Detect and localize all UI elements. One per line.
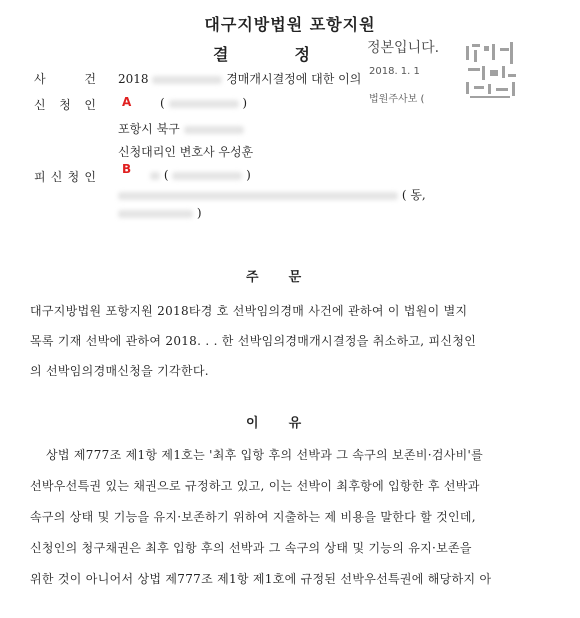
- respondent-id: ( ): [150, 168, 251, 182]
- case-number: 2018: [118, 72, 149, 86]
- case-name: 경매개시결정에 대한 이의: [226, 72, 362, 86]
- order-heading: 주 문: [246, 270, 302, 285]
- case-label: [34, 70, 96, 87]
- respondent-marker: B: [122, 162, 132, 176]
- order-line: 의 선박임의경매신청을 기각한다.: [30, 364, 209, 378]
- reasons-line: 상법 제777조 제1항 제1호는 '최후 입항 후의 선박과 그 속구의 보존비·검사비'를: [46, 448, 484, 462]
- court-name: 대구지방법원 포항지원: [204, 15, 376, 34]
- reasons-line: 선박우선특권 있는 채권으로 규정하고 있고, 이는 선박이 최후항에 입항한 후 선박과: [30, 479, 480, 493]
- case-value: [118, 70, 361, 87]
- document-title-left: 결: [213, 45, 231, 64]
- certification-date: 2018. 1. 1: [369, 66, 420, 77]
- applicant-id: ( ): [160, 96, 248, 110]
- certification-clerk: 법원주사보 (: [369, 94, 425, 105]
- copy-certification: 정본입니다.: [367, 40, 440, 56]
- applicant-marker: A: [122, 95, 132, 109]
- reasons-line: 신청인의 청구채권은 최후 입항 후의 선박과 그 속구의 상태 및 기능의 유지·보존을: [30, 541, 472, 555]
- respondent-label: 피 신 청 인: [34, 170, 96, 184]
- order-line: 목록 기재 선박에 관하여 2018. . . 한 선박임의경매개시결정을 취소하고, 피신청인: [30, 334, 477, 348]
- applicant-address: 포항시 북구: [118, 120, 244, 137]
- order-line: 대구지방법원 포항지원 2018타경 호 선박임의경매 사건에 관하여 이 법원이 별지: [30, 304, 468, 318]
- court-seal-stamp: [462, 40, 520, 102]
- respondent-address: ( 동,: [118, 186, 426, 203]
- reasons-heading: 이 유: [246, 416, 302, 431]
- reasons-line: 속구의 상태 및 기능을 유지·보존하기 위하여 지출하는 제 비용을 말한다 할 것인데,: [30, 510, 476, 524]
- case-label-char: 건: [84, 72, 96, 86]
- case-label-char: 사: [34, 72, 46, 86]
- applicant-agent: 신청대리인 변호사 우성훈: [118, 145, 254, 159]
- document-title: [213, 42, 312, 65]
- applicant-label: 신 청 인: [34, 98, 96, 112]
- respondent-address-line2: ): [118, 206, 202, 220]
- reasons-line: 위한 것이 아니어서 상법 제777조 제1항 제1호에 규정된 선박우선특권에 해당하지 아: [30, 572, 492, 586]
- document-title-right: 정: [294, 45, 312, 64]
